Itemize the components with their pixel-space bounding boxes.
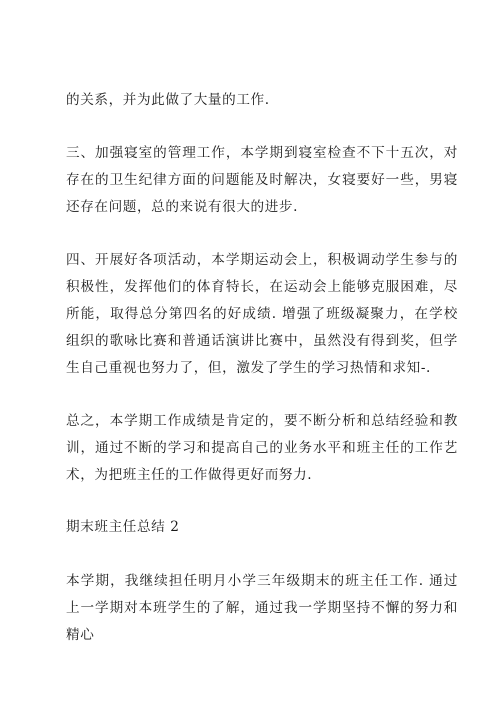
paragraph-conclusion: 总之，本学期工作成绩是肯定的，要不断分析和总结经验和教训，通过不断的学习和提高自己的业务水平和班主任的工作艺术，为把班主任的工作做得更好而努力. [66,413,458,483]
section-heading: 期末班主任总结 2 [66,519,180,535]
paragraph-dormitory-management: 三、加强寝室的管理工作，本学期到寝室检查不下十五次，对存在的卫生纪律方面的问题能及时解决，女寝要好一些，男寝还存在问题，总的来说有很大的进步. [66,145,458,215]
paragraph-summary-2-intro: 本学期，我继续担任明月小学三年级期末的班主任工作. 通过上一学期对本班学生的了解，通过我一学期坚持不懈的努力和精心 [66,573,458,643]
paragraph-activities: 四、开展好各项活动，本学期运动会上，积极调动学生参与的积极性，发挥他们的体育特长，在运动会上能够克服困难，尽所能，取得总分第四名的好成绩. 增强了班级凝聚力，在学校组织的歌咏比赛和普通话演讲比赛中，虽然没有得到奖，但学生自己重视也努力了，但，激发了学生的学习热情和求知-. [66,252,458,376]
paragraph-continuation: 的关系，并为此做了大量的工作. [66,92,270,108]
